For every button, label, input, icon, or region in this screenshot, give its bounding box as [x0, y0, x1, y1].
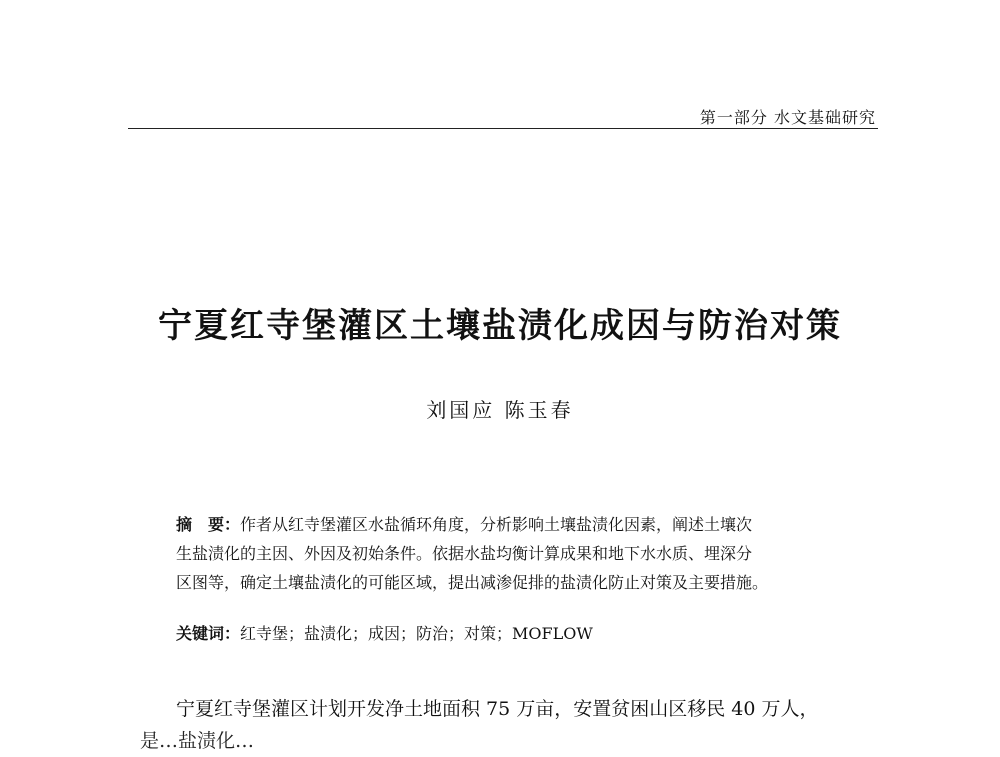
- body-paragraph-first-line: 宁夏红寺堡灌区计划开发净土地面积 75 万亩，安置贫困山区移民 40 万人，: [176, 698, 819, 720]
- abstract-text-1: 作者从红寺堡灌区水盐循环角度，分析影响土壤盐渍化因素，阐述土壤次: [240, 515, 753, 534]
- keywords: [176, 621, 856, 644]
- running-header: 第一部分 水文基础研究: [699, 108, 876, 127]
- abstract: [176, 510, 856, 597]
- paper-title: 宁夏红寺堡灌区土壤盐渍化成因与防治对策: [158, 306, 842, 346]
- abstract-line-1: [176, 510, 856, 539]
- keywords-text: 红寺堡；盐渍化；成因；防治；对策；MOFLOW: [240, 624, 593, 643]
- abstract-line-2: 生盐渍化的主因、外因及初始条件。依据水盐均衡计算成果和地下水水质、埋深分: [176, 544, 753, 563]
- body-paragraph-cut-line: 是…盐渍化…: [140, 730, 255, 752]
- abstract-line-3: 区图等，确定土壤盐渍化的可能区域，提出减渗促排的盐渍化防止对策及主要措施。: [176, 573, 769, 592]
- keywords-label: 关键词：: [176, 624, 241, 643]
- header-rule: [128, 128, 878, 129]
- abstract-label: 摘 要：: [176, 515, 241, 534]
- body-text: [140, 693, 880, 757]
- authors: 刘国应 陈玉春: [426, 398, 574, 422]
